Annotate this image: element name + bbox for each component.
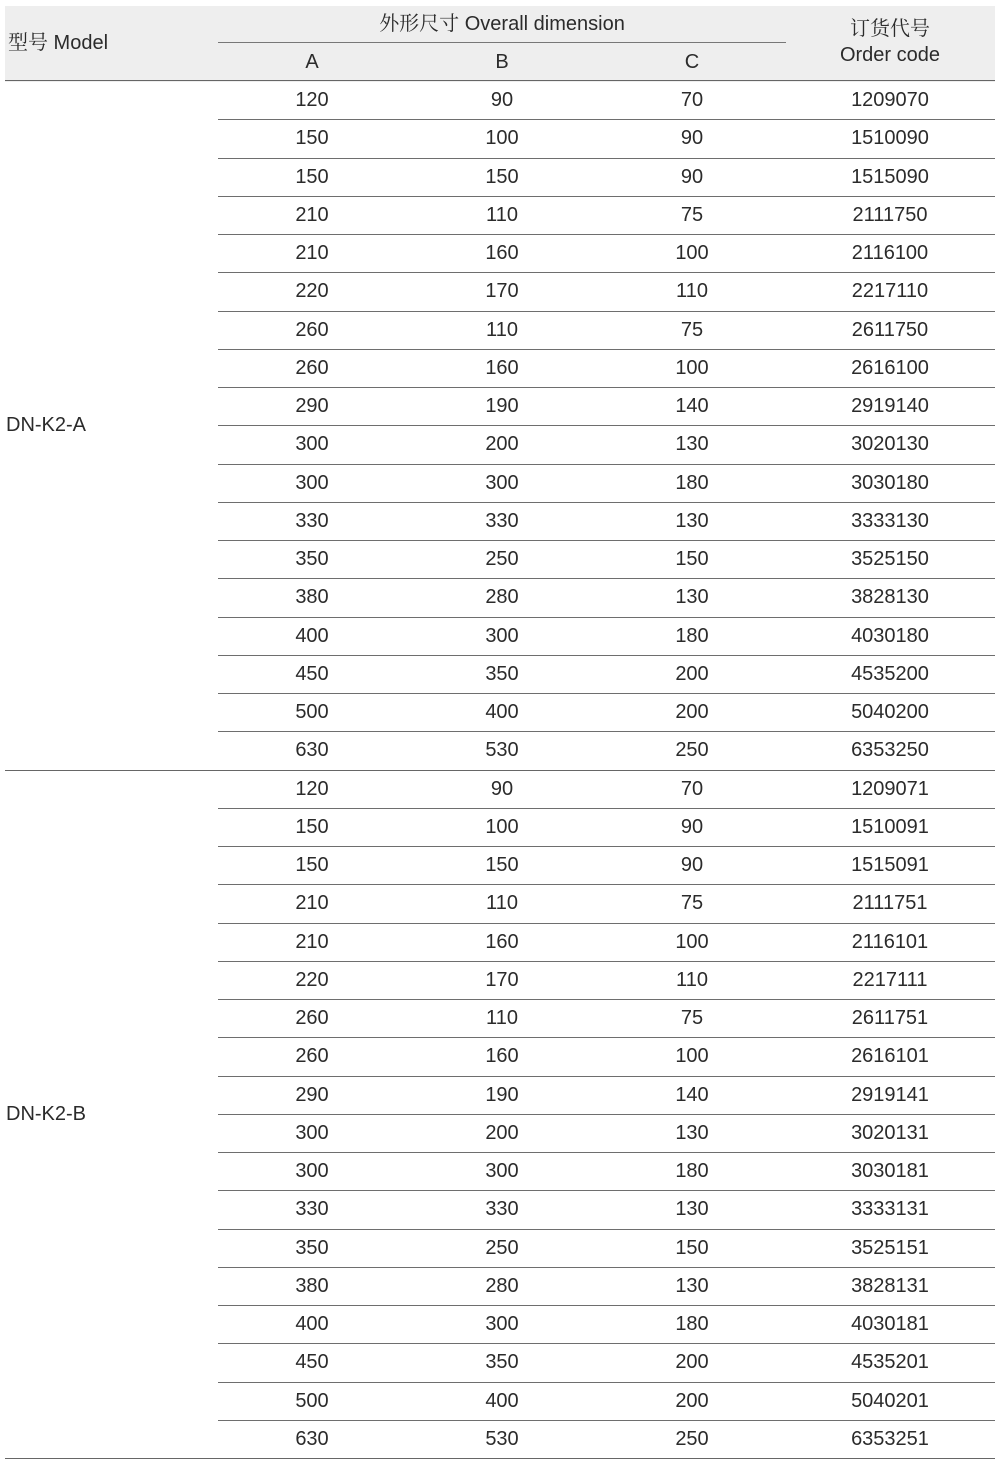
cell-order-code: 2919141 (851, 1083, 929, 1106)
cell-order-code: 3333130 (851, 509, 929, 532)
cell-b: 330 (485, 1198, 519, 1221)
row-divider (218, 1420, 995, 1421)
cell-order-code: 4535201 (851, 1351, 929, 1374)
cell-b: 160 (485, 242, 519, 265)
group-divider (5, 1458, 995, 1459)
cell-order-code: 1510091 (851, 815, 929, 838)
cell-order-code: 2116100 (851, 242, 929, 265)
cell-b: 330 (485, 509, 519, 532)
cell-c: 130 (675, 433, 709, 456)
cell-b: 90 (490, 777, 514, 800)
cell-order-code: 2616100 (851, 356, 929, 379)
cell-c: 100 (675, 242, 709, 265)
cell-c: 90 (680, 127, 704, 150)
row-divider (218, 425, 995, 426)
row-divider (218, 1267, 995, 1268)
cell-a: 220 (295, 968, 329, 991)
cell-a: 300 (295, 433, 329, 456)
cell-a: 260 (295, 1007, 329, 1030)
cell-order-code: 2919140 (851, 395, 929, 418)
model-label: DN-K2-B (6, 1102, 87, 1125)
row-divider (218, 464, 995, 465)
row-divider (218, 1037, 995, 1038)
cell-b: 110 (486, 892, 518, 915)
cell-c: 250 (675, 1427, 709, 1450)
cell-a: 290 (295, 395, 329, 418)
cell-b: 350 (485, 662, 519, 685)
cell-c: 180 (675, 624, 709, 647)
cell-c: 130 (675, 1198, 709, 1221)
cell-a: 400 (295, 624, 329, 647)
cell-b: 280 (485, 586, 519, 609)
cell-order-code: 5040200 (851, 701, 929, 724)
cell-a: 330 (295, 509, 329, 532)
cell-c: 130 (675, 586, 709, 609)
cell-a: 120 (295, 777, 329, 800)
cell-a: 330 (295, 1198, 329, 1221)
cell-order-code: 2111750 (852, 203, 928, 226)
row-divider (218, 693, 995, 694)
cell-order-code: 1510090 (851, 127, 929, 150)
row-divider (218, 234, 995, 235)
cell-a: 300 (295, 1160, 329, 1183)
cell-order-code: 2116101 (851, 930, 929, 953)
cell-b: 200 (485, 433, 519, 456)
cell-c: 180 (675, 1313, 709, 1336)
row-divider (218, 578, 995, 579)
cell-c: 200 (675, 662, 709, 685)
cell-order-code: 4030180 (851, 624, 929, 647)
cell-c: 180 (675, 1160, 709, 1183)
cell-order-code: 3333131 (851, 1198, 929, 1221)
cell-c: 130 (675, 1274, 709, 1297)
cell-c: 90 (680, 165, 704, 188)
cell-c: 140 (675, 395, 709, 418)
row-divider (218, 540, 995, 541)
cell-a: 450 (295, 662, 329, 685)
cell-order-code: 3828131 (851, 1274, 929, 1297)
row-divider (218, 617, 995, 618)
row-divider (218, 1343, 995, 1344)
header-divider (218, 42, 786, 43)
cell-order-code: 3030180 (851, 471, 929, 494)
cell-order-code: 2217110 (851, 280, 929, 303)
cell-a: 120 (295, 89, 329, 112)
header-order-code-cn: 订货代号 (850, 18, 930, 40)
cell-c: 75 (680, 318, 704, 341)
cell-a: 630 (295, 1427, 329, 1450)
cell-c: 110 (676, 968, 708, 991)
cell-a: 290 (295, 1083, 329, 1106)
cell-c: 100 (675, 930, 709, 953)
cell-order-code: 1209070 (851, 89, 929, 112)
row-divider (218, 1229, 995, 1230)
cell-a: 380 (295, 1274, 329, 1297)
cell-b: 350 (485, 1351, 519, 1374)
cell-order-code: 3828130 (851, 586, 929, 609)
cell-b: 100 (485, 815, 519, 838)
cell-c: 130 (675, 509, 709, 532)
row-divider (218, 884, 995, 885)
cell-a: 500 (295, 1389, 329, 1412)
cell-c: 75 (680, 892, 704, 915)
cell-order-code: 3030181 (851, 1160, 929, 1183)
header-bottom-rule (5, 80, 995, 81)
cell-a: 450 (295, 1351, 329, 1374)
cell-c: 150 (675, 548, 709, 571)
cell-b: 110 (486, 318, 518, 341)
row-divider (218, 158, 995, 159)
cell-order-code: 2111751 (852, 892, 928, 915)
cell-a: 500 (295, 701, 329, 724)
cell-c: 90 (680, 854, 704, 877)
cell-b: 170 (485, 280, 519, 303)
row-divider (218, 846, 995, 847)
cell-a: 210 (295, 203, 329, 226)
cell-c: 250 (675, 739, 709, 762)
cell-order-code: 4535200 (851, 662, 929, 685)
cell-b: 250 (485, 1236, 519, 1259)
header-col-b: B (495, 51, 509, 73)
cell-c: 70 (680, 777, 704, 800)
cell-b: 530 (485, 1427, 519, 1450)
cell-b: 190 (485, 1083, 519, 1106)
cell-order-code: 2611751 (851, 1007, 929, 1030)
row-divider (218, 1152, 995, 1153)
cell-a: 260 (295, 1045, 329, 1068)
cell-order-code: 4030181 (851, 1313, 929, 1336)
cell-c: 70 (680, 89, 704, 112)
cell-c: 140 (675, 1083, 709, 1106)
cell-order-code: 2217111 (852, 968, 928, 991)
cell-c: 200 (675, 1389, 709, 1412)
cell-order-code: 5040201 (851, 1389, 929, 1412)
cell-c: 75 (680, 1007, 704, 1030)
cell-order-code: 6353251 (851, 1427, 929, 1450)
cell-b: 160 (485, 1045, 519, 1068)
row-divider (218, 731, 995, 732)
cell-b: 300 (485, 1313, 519, 1336)
cell-c: 200 (675, 1351, 709, 1374)
header-order-code-en: Order code (839, 44, 941, 66)
cell-a: 300 (295, 471, 329, 494)
cell-c: 100 (675, 356, 709, 379)
group-divider (5, 770, 995, 771)
cell-order-code: 6353250 (851, 739, 929, 762)
row-divider (218, 311, 995, 312)
cell-order-code: 2611750 (851, 318, 929, 341)
cell-b: 250 (485, 548, 519, 571)
cell-a: 150 (295, 165, 329, 188)
cell-c: 180 (675, 471, 709, 494)
header-model: 型号 Model (8, 32, 109, 54)
row-divider (218, 999, 995, 1000)
cell-a: 150 (295, 815, 329, 838)
cell-order-code: 3020131 (851, 1121, 929, 1144)
cell-b: 280 (485, 1274, 519, 1297)
header-order-code (840, 16, 940, 68)
cell-b: 150 (485, 854, 519, 877)
cell-order-code: 2616101 (851, 1045, 929, 1068)
cell-b: 300 (485, 471, 519, 494)
cell-a: 380 (295, 586, 329, 609)
cell-b: 160 (485, 930, 519, 953)
cell-a: 210 (295, 930, 329, 953)
cell-c: 110 (676, 280, 708, 303)
cell-b: 150 (485, 165, 519, 188)
cell-b: 160 (485, 356, 519, 379)
cell-a: 350 (295, 548, 329, 571)
cell-order-code: 3020130 (851, 433, 929, 456)
row-divider (218, 196, 995, 197)
cell-a: 210 (295, 892, 329, 915)
cell-b: 100 (485, 127, 519, 150)
header-overall-dimension: 外形尺寸 Overall dimension (379, 13, 625, 35)
cell-order-code: 3525151 (851, 1236, 929, 1259)
row-divider (218, 502, 995, 503)
cell-b: 110 (486, 203, 518, 226)
cell-b: 110 (486, 1007, 518, 1030)
cell-b: 400 (485, 1389, 519, 1412)
cell-b: 190 (485, 395, 519, 418)
cell-order-code: 1209071 (851, 777, 929, 800)
cell-b: 200 (485, 1121, 519, 1144)
row-divider (218, 655, 995, 656)
row-divider (218, 961, 995, 962)
cell-a: 350 (295, 1236, 329, 1259)
header-col-a: A (305, 51, 319, 73)
cell-a: 260 (295, 356, 329, 379)
model-label: DN-K2-A (6, 414, 87, 437)
cell-b: 90 (490, 89, 514, 112)
cell-a: 400 (295, 1313, 329, 1336)
cell-b: 300 (485, 624, 519, 647)
cell-c: 75 (680, 203, 704, 226)
cell-c: 150 (675, 1236, 709, 1259)
row-divider (218, 119, 995, 120)
cell-a: 630 (295, 739, 329, 762)
row-divider (218, 1190, 995, 1191)
cell-order-code: 1515090 (851, 165, 929, 188)
cell-order-code: 1515091 (851, 854, 929, 877)
cell-a: 220 (295, 280, 329, 303)
cell-c: 200 (675, 701, 709, 724)
cell-b: 530 (485, 739, 519, 762)
cell-a: 260 (295, 318, 329, 341)
cell-a: 300 (295, 1121, 329, 1144)
cell-c: 100 (675, 1045, 709, 1068)
row-divider (218, 1382, 995, 1383)
row-divider (218, 923, 995, 924)
row-divider (218, 808, 995, 809)
cell-a: 150 (295, 127, 329, 150)
cell-order-code: 3525150 (851, 548, 929, 571)
cell-b: 300 (485, 1160, 519, 1183)
cell-a: 210 (295, 242, 329, 265)
row-divider (218, 1114, 995, 1115)
header-col-c: C (684, 51, 700, 73)
cell-c: 90 (680, 815, 704, 838)
row-divider (218, 1305, 995, 1306)
cell-c: 130 (675, 1121, 709, 1144)
row-divider (218, 272, 995, 273)
cell-a: 150 (295, 854, 329, 877)
row-divider (218, 387, 995, 388)
row-divider (218, 1076, 995, 1077)
row-divider (218, 349, 995, 350)
cell-b: 400 (485, 701, 519, 724)
cell-b: 170 (485, 968, 519, 991)
